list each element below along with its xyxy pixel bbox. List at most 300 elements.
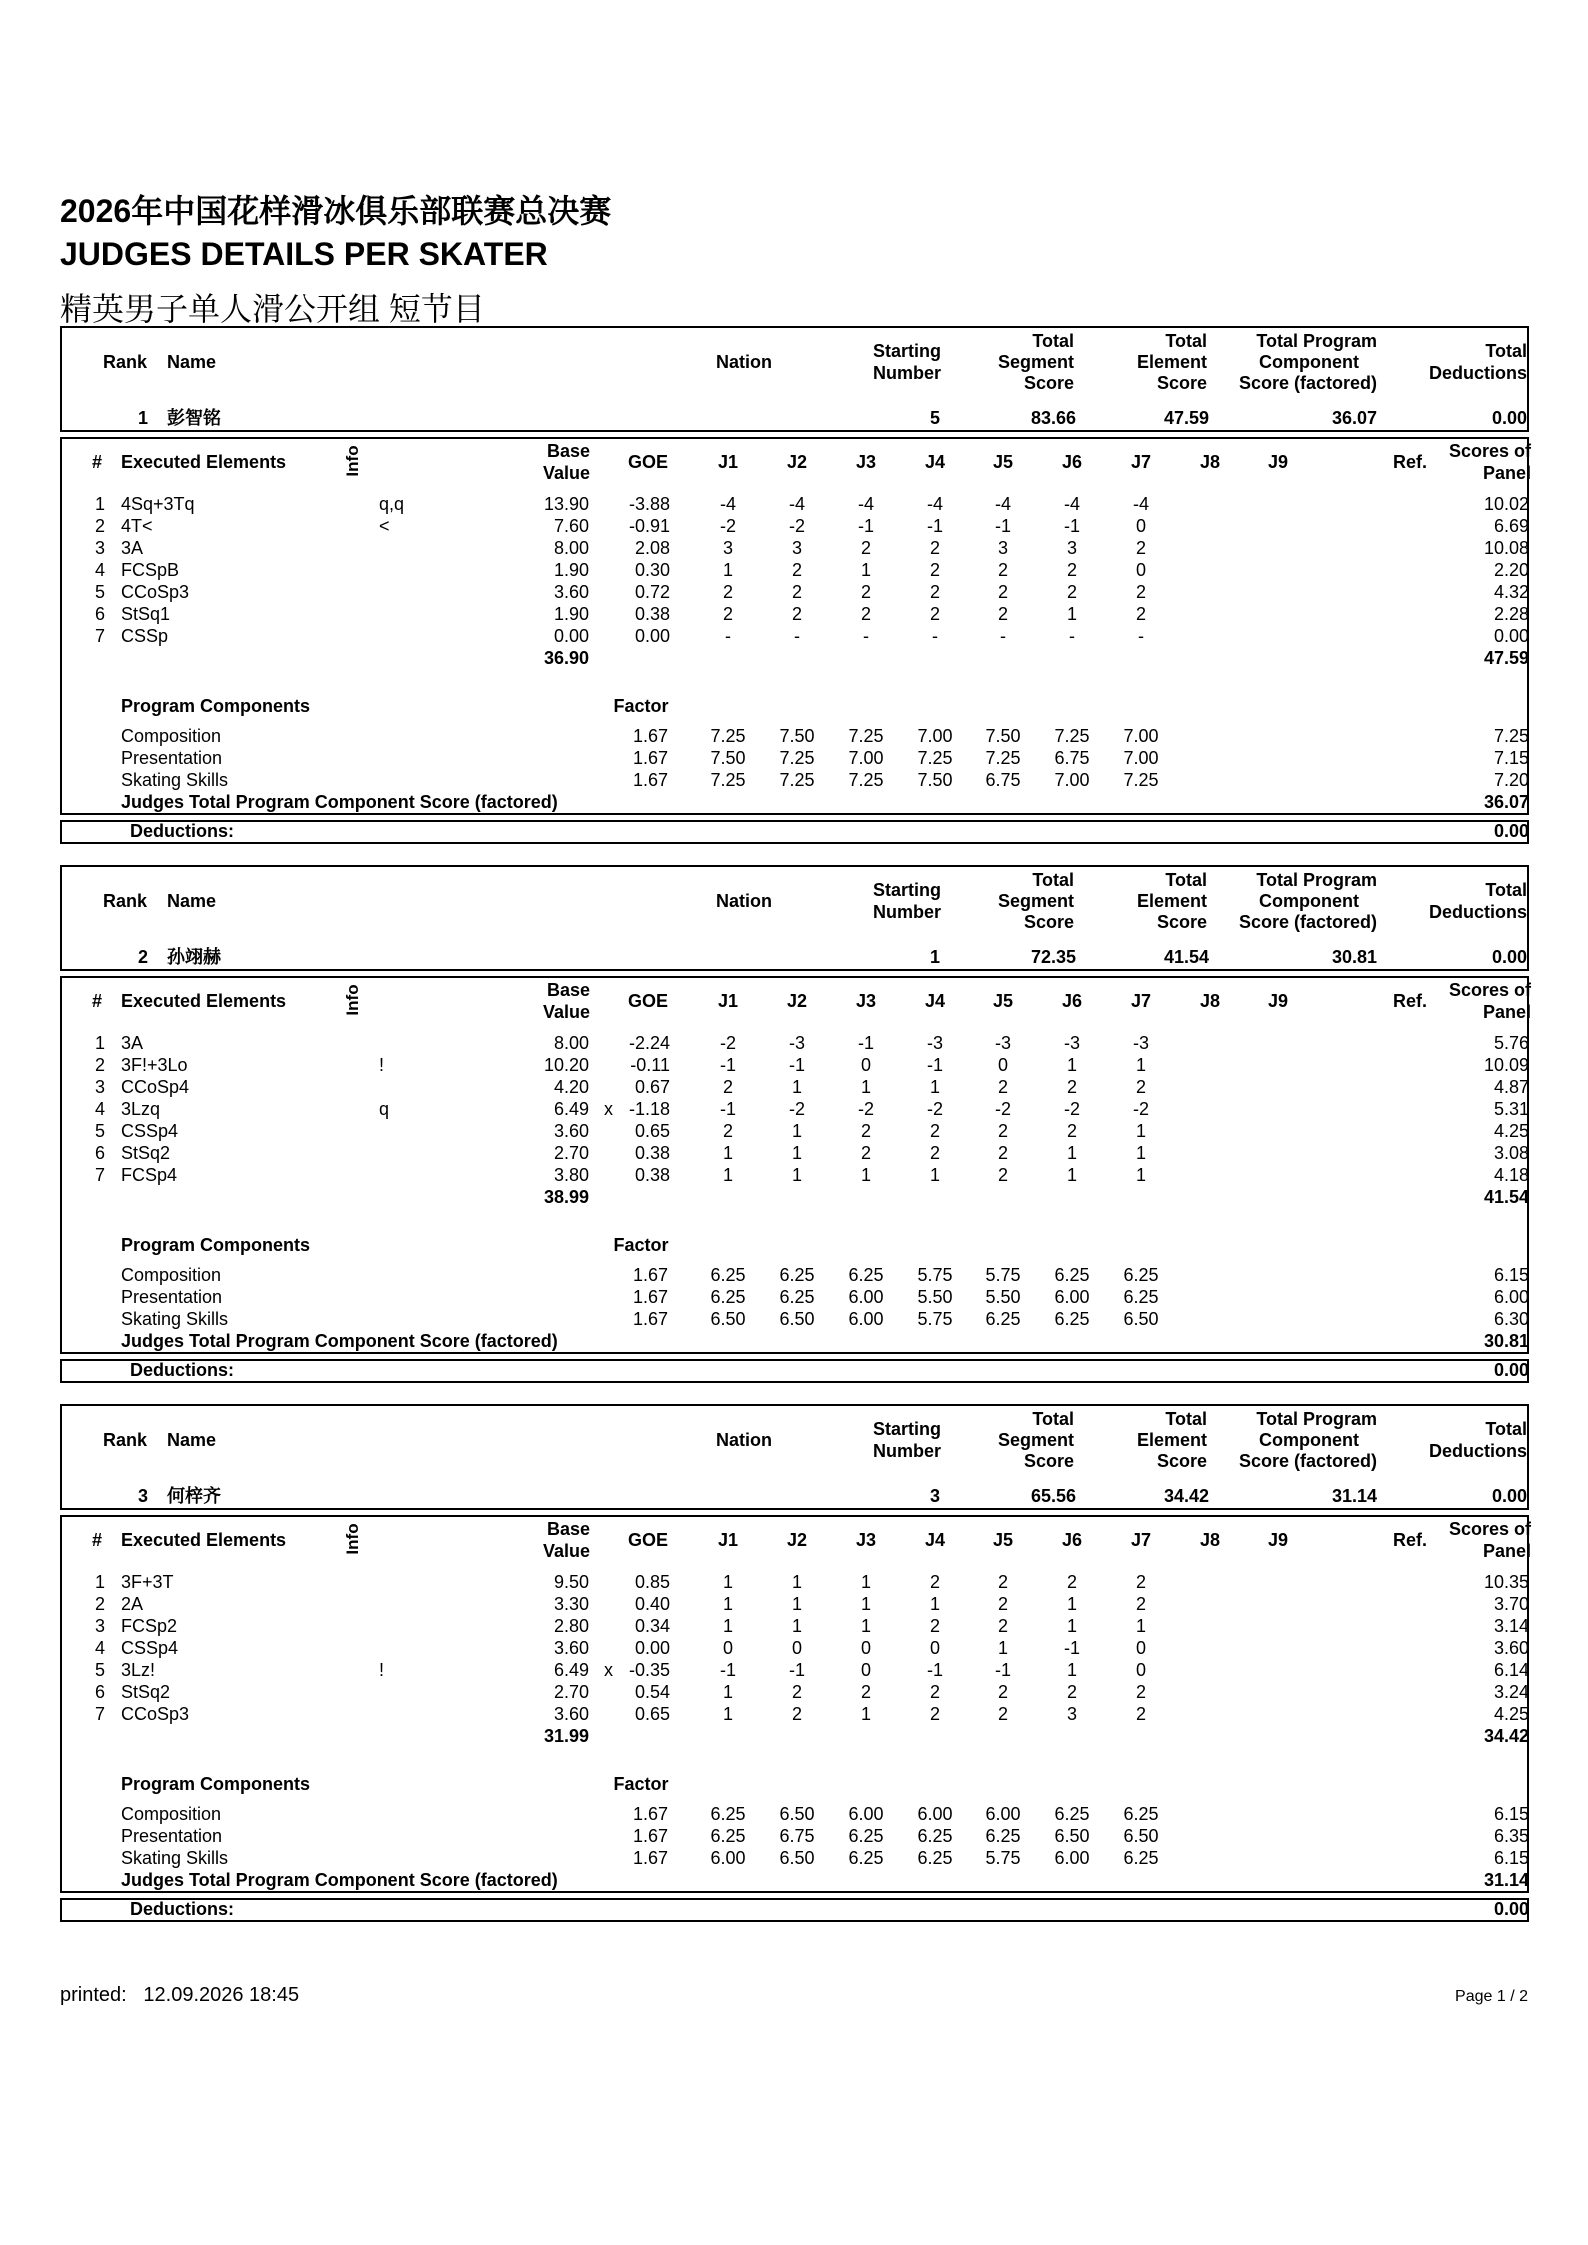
- judge-9-header: J9: [1267, 991, 1289, 1011]
- printed-date: 12.09.2026 18:45: [143, 1984, 300, 2006]
- pcs-value: 31.14: [1331, 1486, 1377, 1506]
- element-judge-6: 1: [1066, 604, 1077, 624]
- element-number: 5: [94, 1660, 105, 1680]
- deductions-label: Deductions:: [130, 821, 235, 841]
- element-code: 3Lzq: [121, 1099, 161, 1119]
- base-value-total: 36.90: [543, 648, 589, 668]
- component-judge-6: 6.50: [1054, 1826, 1090, 1846]
- element-judge-2: 1: [791, 1143, 802, 1163]
- element-goe: 0.00: [634, 626, 670, 646]
- element-judge-7: 0: [1135, 516, 1146, 536]
- tss-total-header: Total: [1032, 870, 1074, 890]
- element-goe: 0.30: [634, 560, 670, 580]
- element-base-value: 6.49: [553, 1099, 589, 1119]
- component-judge-2: 6.50: [779, 1804, 815, 1824]
- element-panel-score: 5.76: [1493, 1033, 1529, 1053]
- element-judge-2: 0: [791, 1638, 802, 1658]
- tss-score-header: Score: [1023, 912, 1074, 932]
- number-header: Number: [872, 363, 941, 383]
- executed-elements-header: Executed Elements: [121, 991, 287, 1011]
- element-panel-score: 3.60: [1493, 1638, 1529, 1658]
- tes-score-header: Score: [1156, 1451, 1207, 1471]
- panel-header: Panel: [1482, 1541, 1531, 1561]
- judges-total-pcs-value: 36.07: [1483, 792, 1529, 812]
- element-number: 6: [94, 1143, 105, 1163]
- component-factor: 1.67: [632, 1848, 668, 1868]
- element-goe: 0.38: [634, 1143, 670, 1163]
- component-judge-1: 6.50: [710, 1309, 746, 1329]
- deductions-value: 0.00: [1493, 821, 1529, 841]
- element-base-value: 2.80: [553, 1616, 589, 1636]
- element-base-value: 3.60: [553, 1121, 589, 1141]
- component-judge-6: 6.25: [1054, 1309, 1090, 1329]
- element-number: 5: [94, 582, 105, 602]
- tss-total-header: Total: [1032, 1409, 1074, 1429]
- element-info: !: [379, 1660, 385, 1680]
- element-judge-5: 2: [997, 1572, 1008, 1592]
- element-judge-6: 1: [1066, 1055, 1077, 1075]
- component-judge-5: 6.25: [985, 1309, 1021, 1329]
- element-base-value: 3.60: [553, 1638, 589, 1658]
- element-judge-4: 1: [929, 1165, 940, 1185]
- element-judge-1: -2: [719, 516, 736, 536]
- element-judge-2: 2: [791, 1704, 802, 1724]
- judge-3-header: J3: [855, 452, 877, 472]
- element-judge-3: 1: [860, 1594, 871, 1614]
- element-judge-3: 1: [860, 1165, 871, 1185]
- component-judge-5: 6.75: [985, 770, 1021, 790]
- element-code: CSSp4: [121, 1121, 179, 1141]
- program-components-header: Program Components: [121, 1235, 311, 1255]
- component-judge-2: 6.25: [779, 1287, 815, 1307]
- panel-header: Panel: [1482, 1002, 1531, 1022]
- element-code: FCSp4: [121, 1165, 178, 1185]
- element-judge-6: 1: [1066, 1594, 1077, 1614]
- component-judge-1: 7.50: [710, 748, 746, 768]
- component-judge-3: 6.25: [848, 1826, 884, 1846]
- element-judge-5: 2: [997, 582, 1008, 602]
- element-judge-7: 2: [1135, 604, 1146, 624]
- element-judge-6: 1: [1066, 1660, 1077, 1680]
- hash-header: #: [92, 1530, 103, 1550]
- tes-element-header: Element: [1136, 891, 1207, 911]
- judges-total-pcs-label: Judges Total Program Component Score (factored): [121, 792, 558, 812]
- judge-6-header: J6: [1061, 452, 1083, 472]
- skater-name: 何梓齐: [167, 1486, 221, 1506]
- judges-total-pcs-value: 30.81: [1483, 1331, 1529, 1351]
- element-judge-5: -3: [994, 1033, 1011, 1053]
- element-judge-7: 1: [1135, 1616, 1146, 1636]
- element-judge-1: 3: [722, 538, 733, 558]
- element-judge-1: 2: [722, 604, 733, 624]
- starting-number-value: 5: [929, 408, 940, 428]
- element-base-value: 3.30: [553, 1594, 589, 1614]
- element-number: 1: [94, 1572, 105, 1592]
- element-base-value: 0.00: [553, 626, 589, 646]
- element-judge-1: 2: [722, 1077, 733, 1097]
- element-judge-6: 2: [1066, 1121, 1077, 1141]
- element-judge-1: 1: [722, 1165, 733, 1185]
- element-judge-7: 2: [1135, 1682, 1146, 1702]
- element-judge-1: -1: [719, 1055, 736, 1075]
- element-judge-4: 2: [929, 1143, 940, 1163]
- component-judge-6: 6.00: [1054, 1848, 1090, 1868]
- tes-value: 47.59: [1163, 408, 1209, 428]
- tes-total-header: Total: [1165, 870, 1207, 890]
- ref-header: Ref.: [1392, 1530, 1427, 1550]
- component-judge-1: 6.25: [710, 1826, 746, 1846]
- element-judge-7: -: [1138, 626, 1144, 646]
- summary-divider: [60, 1508, 1529, 1510]
- element-judge-5: -2: [994, 1099, 1011, 1119]
- element-number: 2: [94, 1055, 105, 1075]
- pcs-total-program-header: Total Program: [1256, 1409, 1377, 1429]
- component-judge-3: 6.00: [848, 1309, 884, 1329]
- element-base-value: 13.90: [543, 494, 589, 514]
- element-base-value: 1.90: [553, 604, 589, 624]
- element-judge-4: 2: [929, 1572, 940, 1592]
- element-code: FCSp2: [121, 1616, 178, 1636]
- element-code: 3Lz!: [121, 1660, 156, 1680]
- component-judge-5: 7.50: [985, 726, 1021, 746]
- element-panel-score: 6.14: [1493, 1660, 1529, 1680]
- element-judge-4: -1: [926, 1660, 943, 1680]
- element-number: 5: [94, 1121, 105, 1141]
- component-judge-6: 7.25: [1054, 726, 1090, 746]
- element-judge-3: -4: [857, 494, 874, 514]
- judge-7-header: J7: [1130, 1530, 1152, 1550]
- factor-header: Factor: [613, 1235, 669, 1255]
- component-factor: 1.67: [632, 1804, 668, 1824]
- element-goe: -0.35: [628, 1660, 670, 1680]
- element-info: q,q: [379, 494, 405, 514]
- number-header: Number: [872, 1441, 941, 1461]
- goe-header: GOE: [627, 1530, 668, 1550]
- rank-header: Rank: [103, 891, 148, 911]
- element-number: 6: [94, 604, 105, 624]
- tss-score-header: Score: [1023, 373, 1074, 393]
- tss-score-header: Score: [1023, 1451, 1074, 1471]
- element-code: CSSp4: [121, 1638, 179, 1658]
- info-header: Info: [343, 984, 362, 1016]
- element-judge-5: 2: [997, 560, 1008, 580]
- hash-header: #: [92, 452, 103, 472]
- tes-score-header: Score: [1156, 373, 1207, 393]
- ref-header: Ref.: [1392, 452, 1427, 472]
- element-number: 2: [94, 1594, 105, 1614]
- component-factor: 1.67: [632, 726, 668, 746]
- tss-segment-header: Segment: [997, 352, 1074, 372]
- element-number: 3: [94, 1616, 105, 1636]
- element-judge-5: 2: [997, 1165, 1008, 1185]
- goe-header: GOE: [627, 991, 668, 1011]
- element-judge-3: 1: [860, 1572, 871, 1592]
- element-judge-2: 1: [791, 1616, 802, 1636]
- ded-total-header: Total: [1485, 880, 1527, 900]
- element-base-value: 1.90: [553, 560, 589, 580]
- element-judge-7: 2: [1135, 582, 1146, 602]
- component-judge-6: 6.00: [1054, 1287, 1090, 1307]
- element-panel-score: 10.02: [1483, 494, 1529, 514]
- component-judge-7: 6.50: [1123, 1309, 1159, 1329]
- element-judge-6: -: [1069, 626, 1075, 646]
- element-goe: 0.40: [634, 1594, 670, 1614]
- deductions-value: 0.00: [1493, 1899, 1529, 1919]
- element-base-value: 2.70: [553, 1682, 589, 1702]
- rank-header: Rank: [103, 352, 148, 372]
- element-judge-4: -1: [926, 1055, 943, 1075]
- tes-value: 34.42: [1163, 1486, 1209, 1506]
- judge-3-header: J3: [855, 991, 877, 1011]
- element-judge-1: 1: [722, 1572, 733, 1592]
- scores-of-header: Scores of: [1448, 441, 1531, 461]
- element-code: FCSpB: [121, 560, 180, 580]
- element-panel-score: 10.09: [1483, 1055, 1529, 1075]
- panel-header: Panel: [1482, 463, 1531, 483]
- judge-8-header: J8: [1199, 1530, 1221, 1550]
- element-base-value: 3.60: [553, 582, 589, 602]
- element-judge-2: -1: [788, 1055, 805, 1075]
- element-code: StSq1: [121, 604, 171, 624]
- element-goe: -3.88: [628, 494, 670, 514]
- name-header: Name: [167, 1430, 217, 1450]
- element-judge-5: 2: [997, 1616, 1008, 1636]
- component-judge-7: 7.25: [1123, 770, 1159, 790]
- component-judge-5: 6.25: [985, 1826, 1021, 1846]
- starting-header: Starting: [872, 880, 941, 900]
- element-judge-3: 2: [860, 538, 871, 558]
- value-header: Value: [542, 1002, 590, 1022]
- element-base-value: 8.00: [553, 538, 589, 558]
- component-factor: 1.67: [632, 1265, 668, 1285]
- component-judge-4: 6.00: [917, 1804, 953, 1824]
- element-judge-7: 1: [1135, 1055, 1146, 1075]
- element-judge-5: 2: [997, 1704, 1008, 1724]
- pcs-total-program-header: Total Program: [1256, 331, 1377, 351]
- component-name: Skating Skills: [121, 770, 229, 790]
- element-code: StSq2: [121, 1682, 171, 1702]
- starting-header: Starting: [872, 341, 941, 361]
- element-judge-5: 2: [997, 1121, 1008, 1141]
- tss-value: 83.66: [1030, 408, 1076, 428]
- component-judge-3: 6.25: [848, 1265, 884, 1285]
- component-panel-score: 6.35: [1493, 1826, 1529, 1846]
- element-judge-2: 1: [791, 1165, 802, 1185]
- element-base-value: 9.50: [553, 1572, 589, 1592]
- element-panel-score: 10.35: [1483, 1572, 1529, 1592]
- page-number: Page 1 / 2: [1455, 1988, 1528, 2005]
- element-judge-1: 0: [722, 1638, 733, 1658]
- component-judge-7: 7.00: [1123, 726, 1159, 746]
- ded-total-header: Total: [1485, 1419, 1527, 1439]
- element-base-value: 2.70: [553, 1143, 589, 1163]
- element-judge-1: -2: [719, 1033, 736, 1053]
- ded-header: Deductions: [1428, 363, 1527, 383]
- judge-1-header: J1: [717, 452, 739, 472]
- judge-2-header: J2: [786, 991, 808, 1011]
- report-title: JUDGES DETAILS PER SKATER: [60, 236, 548, 272]
- element-code: 2A: [121, 1594, 144, 1614]
- element-judge-7: -3: [1132, 1033, 1149, 1053]
- component-judge-7: 6.25: [1123, 1848, 1159, 1868]
- element-code: 3F!+3Lo: [121, 1055, 188, 1075]
- component-factor: 1.67: [632, 748, 668, 768]
- element-judge-6: 2: [1066, 560, 1077, 580]
- element-goe: 0.72: [634, 582, 670, 602]
- element-judge-1: 1: [722, 1704, 733, 1724]
- component-judge-2: 6.50: [779, 1848, 815, 1868]
- element-judge-1: 2: [722, 582, 733, 602]
- element-code: 4Sq+3Tq: [121, 494, 195, 514]
- component-factor: 1.67: [632, 1826, 668, 1846]
- info-header: Info: [343, 1523, 362, 1555]
- judges-total-pcs-label: Judges Total Program Component Score (factored): [121, 1331, 558, 1351]
- element-code: CCoSp3: [121, 1704, 190, 1724]
- element-goe: 0.00: [634, 1638, 670, 1658]
- element-number: 4: [94, 560, 105, 580]
- element-base-value: 7.60: [553, 516, 589, 536]
- element-panel-score: 4.87: [1493, 1077, 1529, 1097]
- element-judge-4: 2: [929, 1704, 940, 1724]
- element-goe: 0.67: [634, 1077, 670, 1097]
- component-judge-4: 7.00: [917, 726, 953, 746]
- tss-value: 65.56: [1030, 1486, 1076, 1506]
- element-judge-7: 1: [1135, 1143, 1146, 1163]
- tes-value: 41.54: [1163, 947, 1209, 967]
- program-components-header: Program Components: [121, 696, 311, 716]
- deductions-box: [60, 1898, 1529, 1922]
- element-judge-2: 2: [791, 604, 802, 624]
- element-judge-4: 2: [929, 1121, 940, 1141]
- element-judge-3: 1: [860, 1077, 871, 1097]
- judge-7-header: J7: [1130, 991, 1152, 1011]
- pcs-component-header: Component: [1259, 352, 1359, 372]
- element-judge-7: 1: [1135, 1121, 1146, 1141]
- element-judge-3: 2: [860, 604, 871, 624]
- component-judge-6: 7.00: [1054, 770, 1090, 790]
- pcs-score-header: Score (factored): [1238, 1451, 1377, 1471]
- pcs-component-header: Component: [1259, 891, 1359, 911]
- element-judge-7: -4: [1132, 494, 1149, 514]
- pcs-value: 30.81: [1331, 947, 1377, 967]
- base-header: Base: [546, 1519, 590, 1539]
- component-name: Composition: [121, 726, 222, 746]
- element-judge-4: 2: [929, 538, 940, 558]
- component-panel-score: 6.00: [1493, 1287, 1529, 1307]
- element-judge-6: 2: [1066, 1682, 1077, 1702]
- deductions-box: [60, 1359, 1529, 1383]
- component-judge-1: 6.25: [710, 1265, 746, 1285]
- tes-total: 34.42: [1483, 1726, 1529, 1746]
- component-panel-score: 7.20: [1493, 770, 1529, 790]
- element-info: !: [379, 1055, 385, 1075]
- judge-5-header: J5: [992, 1530, 1014, 1550]
- component-judge-3: 6.25: [848, 1848, 884, 1868]
- judge-5-header: J5: [992, 991, 1014, 1011]
- element-judge-4: 1: [929, 1077, 940, 1097]
- element-judge-5: 1: [997, 1638, 1008, 1658]
- name-header: Name: [167, 891, 217, 911]
- element-panel-score: 4.32: [1493, 582, 1529, 602]
- value-header: Value: [542, 1541, 590, 1561]
- element-judge-5: -1: [994, 1660, 1011, 1680]
- judge-2-header: J2: [786, 1530, 808, 1550]
- element-judge-3: 0: [860, 1055, 871, 1075]
- element-judge-1: -1: [719, 1660, 736, 1680]
- element-judge-4: -4: [926, 494, 943, 514]
- element-number: 3: [94, 538, 105, 558]
- deductions-value: 0.00: [1493, 1360, 1529, 1380]
- element-judge-2: 1: [791, 1594, 802, 1614]
- component-judge-3: 7.25: [848, 770, 884, 790]
- element-goe: -0.11: [630, 1055, 670, 1075]
- element-panel-score: 2.20: [1493, 560, 1529, 580]
- element-judge-5: 2: [997, 1594, 1008, 1614]
- element-goe: -2.24: [628, 1033, 670, 1053]
- component-judge-1: 7.25: [710, 770, 746, 790]
- judge-3-header: J3: [855, 1530, 877, 1550]
- nation-header: Nation: [716, 891, 772, 911]
- element-base-value: 10.20: [543, 1055, 589, 1075]
- element-number: 1: [94, 494, 105, 514]
- element-judge-7: 0: [1135, 1660, 1146, 1680]
- element-judge-7: 2: [1135, 1594, 1146, 1614]
- element-panel-score: 10.08: [1483, 538, 1529, 558]
- element-judge-2: -4: [788, 494, 805, 514]
- deductions-label: Deductions:: [130, 1360, 235, 1380]
- element-judge-3: 1: [860, 1616, 871, 1636]
- element-judge-1: -: [725, 626, 731, 646]
- element-judge-4: 2: [929, 604, 940, 624]
- component-factor: 1.67: [632, 1309, 668, 1329]
- element-number: 6: [94, 1682, 105, 1702]
- deductions-box: [60, 820, 1529, 844]
- component-name: Skating Skills: [121, 1309, 229, 1329]
- value-header: Value: [542, 463, 590, 483]
- tss-total-header: Total: [1032, 331, 1074, 351]
- component-name: Presentation: [121, 1287, 223, 1307]
- element-goe: -0.91: [628, 516, 670, 536]
- element-code: CCoSp4: [121, 1077, 190, 1097]
- summary-divider: [60, 430, 1529, 432]
- ref-header: Ref.: [1392, 991, 1427, 1011]
- pcs-component-header: Component: [1259, 1430, 1359, 1450]
- component-judge-2: 7.25: [779, 770, 815, 790]
- component-judge-3: 6.00: [848, 1804, 884, 1824]
- element-judge-3: -2: [857, 1099, 874, 1119]
- element-code: 4T<: [121, 516, 153, 536]
- element-judge-5: 3: [997, 538, 1008, 558]
- tss-segment-header: Segment: [997, 891, 1074, 911]
- component-judge-5: 5.75: [985, 1265, 1021, 1285]
- component-judge-7: 7.00: [1123, 748, 1159, 768]
- element-number: 7: [94, 1704, 105, 1724]
- summary-divider: [60, 969, 1529, 971]
- ded-value: 0.00: [1491, 1486, 1527, 1506]
- element-code: 3F+3T: [121, 1572, 174, 1592]
- element-judge-4: -3: [926, 1033, 943, 1053]
- element-judge-6: -4: [1063, 494, 1080, 514]
- element-code: 3A: [121, 538, 144, 558]
- element-judge-3: 1: [860, 1704, 871, 1724]
- printed-label: printed:: [60, 1984, 127, 2006]
- base-header: Base: [546, 441, 590, 461]
- element-judge-6: -3: [1063, 1033, 1080, 1053]
- component-panel-score: 6.15: [1493, 1848, 1529, 1868]
- element-info: <: [379, 516, 390, 536]
- element-x-mark: x: [604, 1660, 613, 1680]
- element-number: 2: [94, 516, 105, 536]
